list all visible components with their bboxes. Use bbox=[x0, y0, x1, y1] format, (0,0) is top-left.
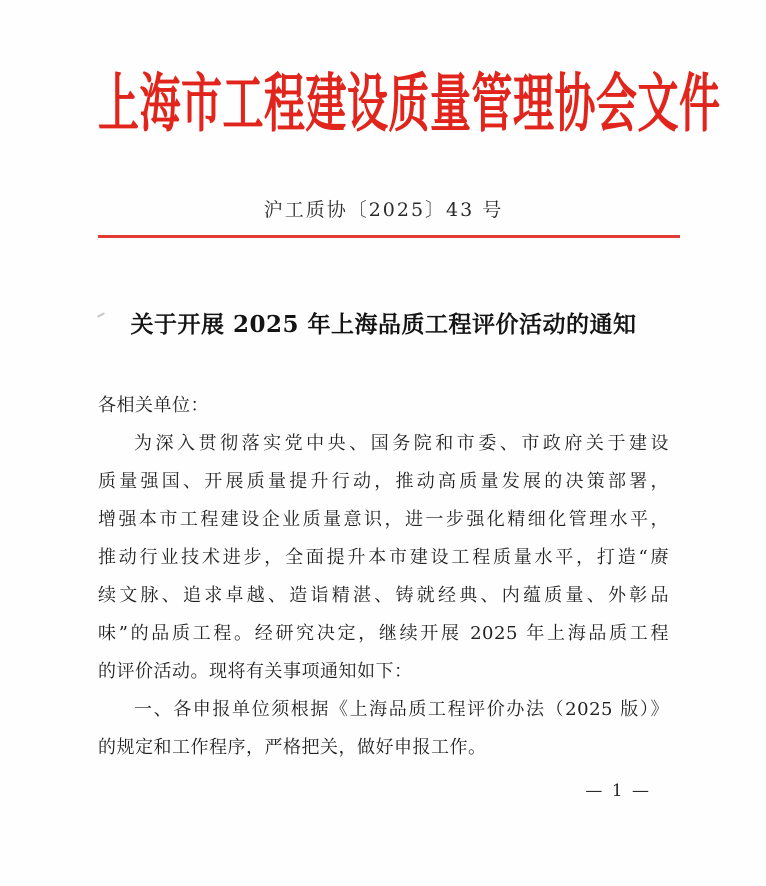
body-line: 为深入贯彻落实党中央、国务院和市委、市政府关于建设 bbox=[134, 433, 669, 454]
body-line: 味”的品质工程。经研究决定，继续开展 2025 年上海品质工程 bbox=[98, 623, 669, 644]
body-line-salutation: 各相关单位： bbox=[98, 395, 209, 416]
document-number: 沪工质协〔2025〕43 号 bbox=[263, 199, 504, 221]
document-body bbox=[98, 387, 669, 767]
body-line: 续文脉、追求卓越、造诣精湛、铸就经典、内蕴质量、外彰品 bbox=[98, 585, 669, 606]
red-header-org-title: 上海市工程建设质量管理协会文件 bbox=[98, 66, 721, 142]
body-line: 质量强国、开展质量提升行动，推动高质量发展的决策部署， bbox=[98, 471, 669, 492]
body-line: 推动行业技术进步，全面提升本市建设工程质量水平，打造“赓 bbox=[98, 547, 669, 568]
document-title: 关于开展 2025 年上海品质工程评价活动的通知 bbox=[130, 311, 637, 338]
body-line: 的规定和工作程序，严格把关，做好申报工作。 bbox=[98, 737, 487, 758]
red-divider-line bbox=[98, 235, 680, 238]
page-number: — 1 — bbox=[585, 781, 651, 801]
body-line: 的评价活动。现将有关事项通知如下： bbox=[98, 661, 413, 682]
body-line: 增强本市工程建设企业质量意识，进一步强化精细化管理水平， bbox=[98, 509, 669, 530]
body-line-item-one: 一、各申报单位须根据《上海品质工程评价办法（2025 版）》 bbox=[134, 699, 669, 720]
